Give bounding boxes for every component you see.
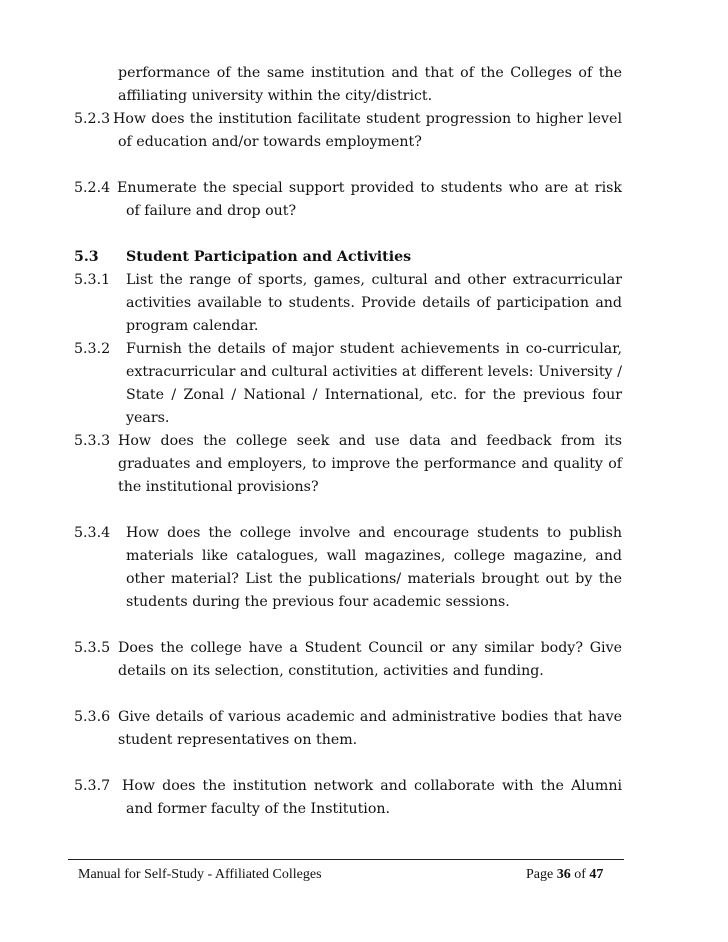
page-label: Page: [526, 867, 554, 882]
section-title: Student Participation and Activities: [126, 249, 412, 265]
paragraph-text: performance of the same institution and that of the Colleges of the affiliating university within the city/district.: [118, 65, 622, 104]
question-5-3-3: [74, 430, 622, 499]
question-number: 5.3.2: [74, 341, 111, 357]
question-text: Furnish the details of major student achievements in co-curricular, extracurricular and cultural activities at different levels: University / State / Zonal / National / International, etc. for the previous four years.: [126, 341, 622, 426]
question-5-3-6: [74, 706, 622, 752]
continued-paragraph: [74, 62, 622, 108]
section-number: 5.3: [74, 249, 99, 265]
section-heading-5-3: [74, 246, 622, 269]
question-number: 5.3.7: [74, 778, 111, 794]
question-text: How does the college seek and use data and feedback from its graduates and employers, to improve the performance and quality of the institutional provisions?: [118, 433, 622, 495]
question-5-3-1: [74, 269, 622, 338]
footer-page-number: [526, 867, 603, 883]
question-5-3-2: [74, 338, 622, 430]
question-number: 5.2.3: [74, 111, 111, 127]
question-number: 5.3.1: [74, 272, 111, 288]
question-number: 5.3.6: [74, 709, 111, 725]
question-5-2-3: [74, 108, 622, 154]
question-text: Give details of various academic and administrative bodies that have student representatives on them.: [118, 709, 622, 748]
question-text: Enumerate the special support provided to students who are at risk of failure and drop out?: [117, 180, 622, 219]
question-number: 5.3.4: [74, 525, 111, 541]
question-text: Does the college have a Student Council or any similar body? Give details on its selection, constitution, activities and funding.: [118, 640, 622, 679]
page-of-label: of: [574, 867, 586, 882]
question-5-2-4: [74, 177, 622, 223]
footer-divider: [68, 859, 624, 860]
question-5-3-7: [74, 775, 622, 821]
page-current: 36: [556, 867, 571, 882]
question-text: List the range of sports, games, cultural and other extracurricular activities available to students. Provide details of participation and program calendar.: [126, 272, 622, 334]
question-number: 5.2.4: [74, 180, 111, 196]
question-number: 5.3.3: [74, 433, 111, 449]
question-5-3-5: [74, 637, 622, 683]
question-text: How does the institution network and collaborate with the Alumni and former faculty of the Institution.: [122, 778, 622, 817]
question-text: How does the institution facilitate student progression to higher level of education and/or towards employment?: [113, 111, 622, 150]
page-total: 47: [589, 867, 604, 882]
question-number: 5.3.5: [74, 640, 111, 656]
question-text: How does the college involve and encourage students to publish materials like catalogues, wall magazines, college magazine, and other material? List the publications/ materials brought out by the students during the previous four academic sessions.: [126, 525, 622, 610]
footer-document-title: Manual for Self-Study - Affiliated Colleges: [78, 867, 322, 882]
question-5-3-4: [74, 522, 622, 614]
